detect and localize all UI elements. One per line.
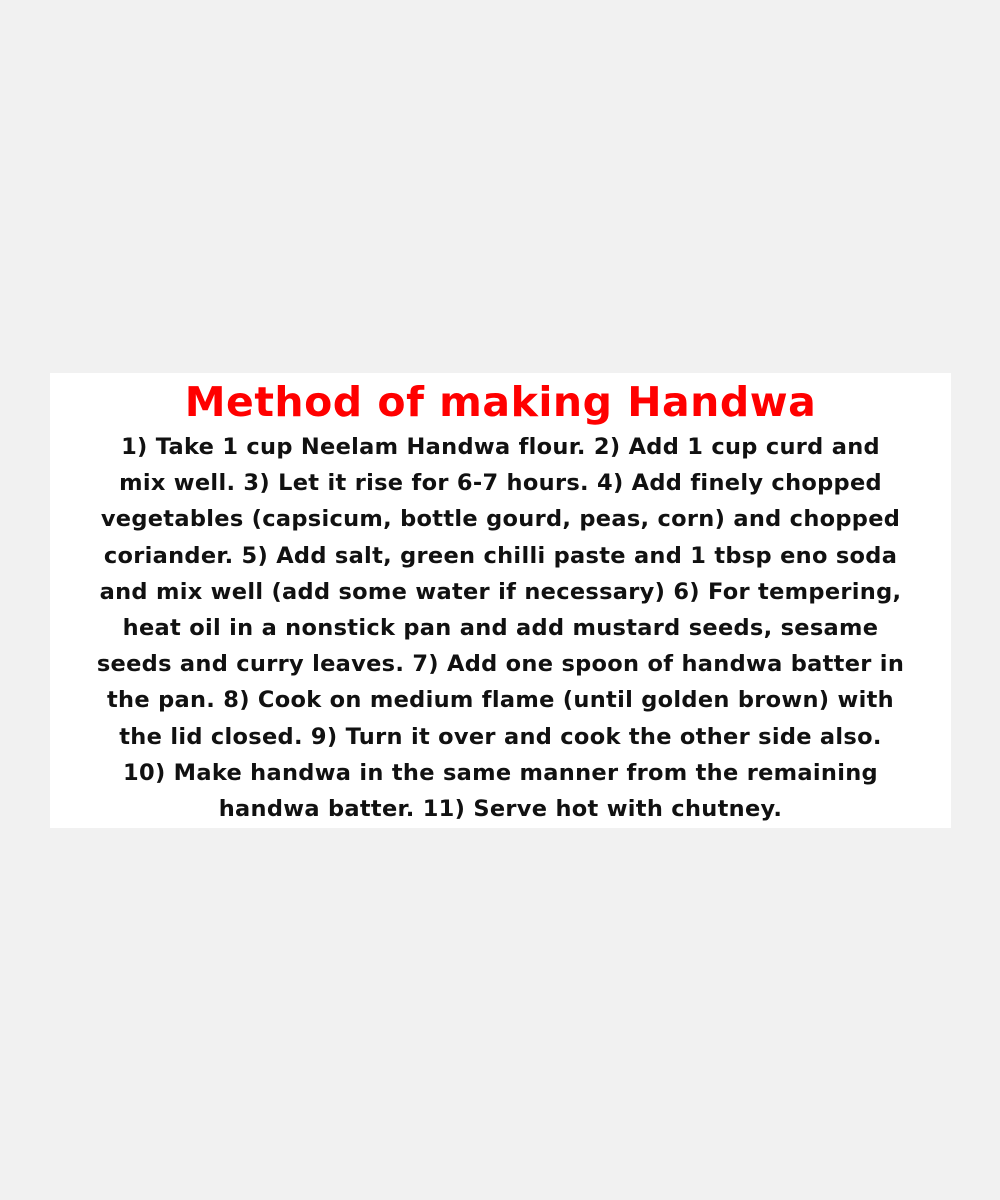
method-line: seeds and curry leaves. 7) Add one spoon of handwa batter in xyxy=(96,651,905,678)
recipe-title: Method of making Handwa xyxy=(184,378,817,426)
method-line: handwa batter. 11) Serve hot with chutney. xyxy=(218,796,783,823)
method-line: the lid closed. 9) Turn it over and cook the other side also. xyxy=(119,723,882,750)
method-line: 1) Take 1 cup Neelam Handwa flour. 2) Add 1 cup curd and xyxy=(121,434,880,460)
method-line: 10) Make handwa in the same manner from the remaining xyxy=(123,759,878,786)
method-line: coriander. 5) Add salt, green chilli paste and 1 tbsp eno soda xyxy=(103,542,898,569)
method-line: mix well. 3) Let it rise for 6-7 hours. 4) Add finely chopped xyxy=(119,470,882,497)
recipe-card xyxy=(50,373,951,828)
method-line: the pan. 8) Cook on medium flame (until golden brown) with xyxy=(107,687,894,714)
method-line: heat oil in a nonstick pan and add mustard seeds, sesame xyxy=(122,615,879,642)
method-line: and mix well (add some water if necessary) 6) For tempering, xyxy=(99,578,902,605)
method-line: vegetables (capsicum, bottle gourd, peas, corn) and chopped xyxy=(100,506,901,533)
recipe-method-text xyxy=(70,429,931,827)
